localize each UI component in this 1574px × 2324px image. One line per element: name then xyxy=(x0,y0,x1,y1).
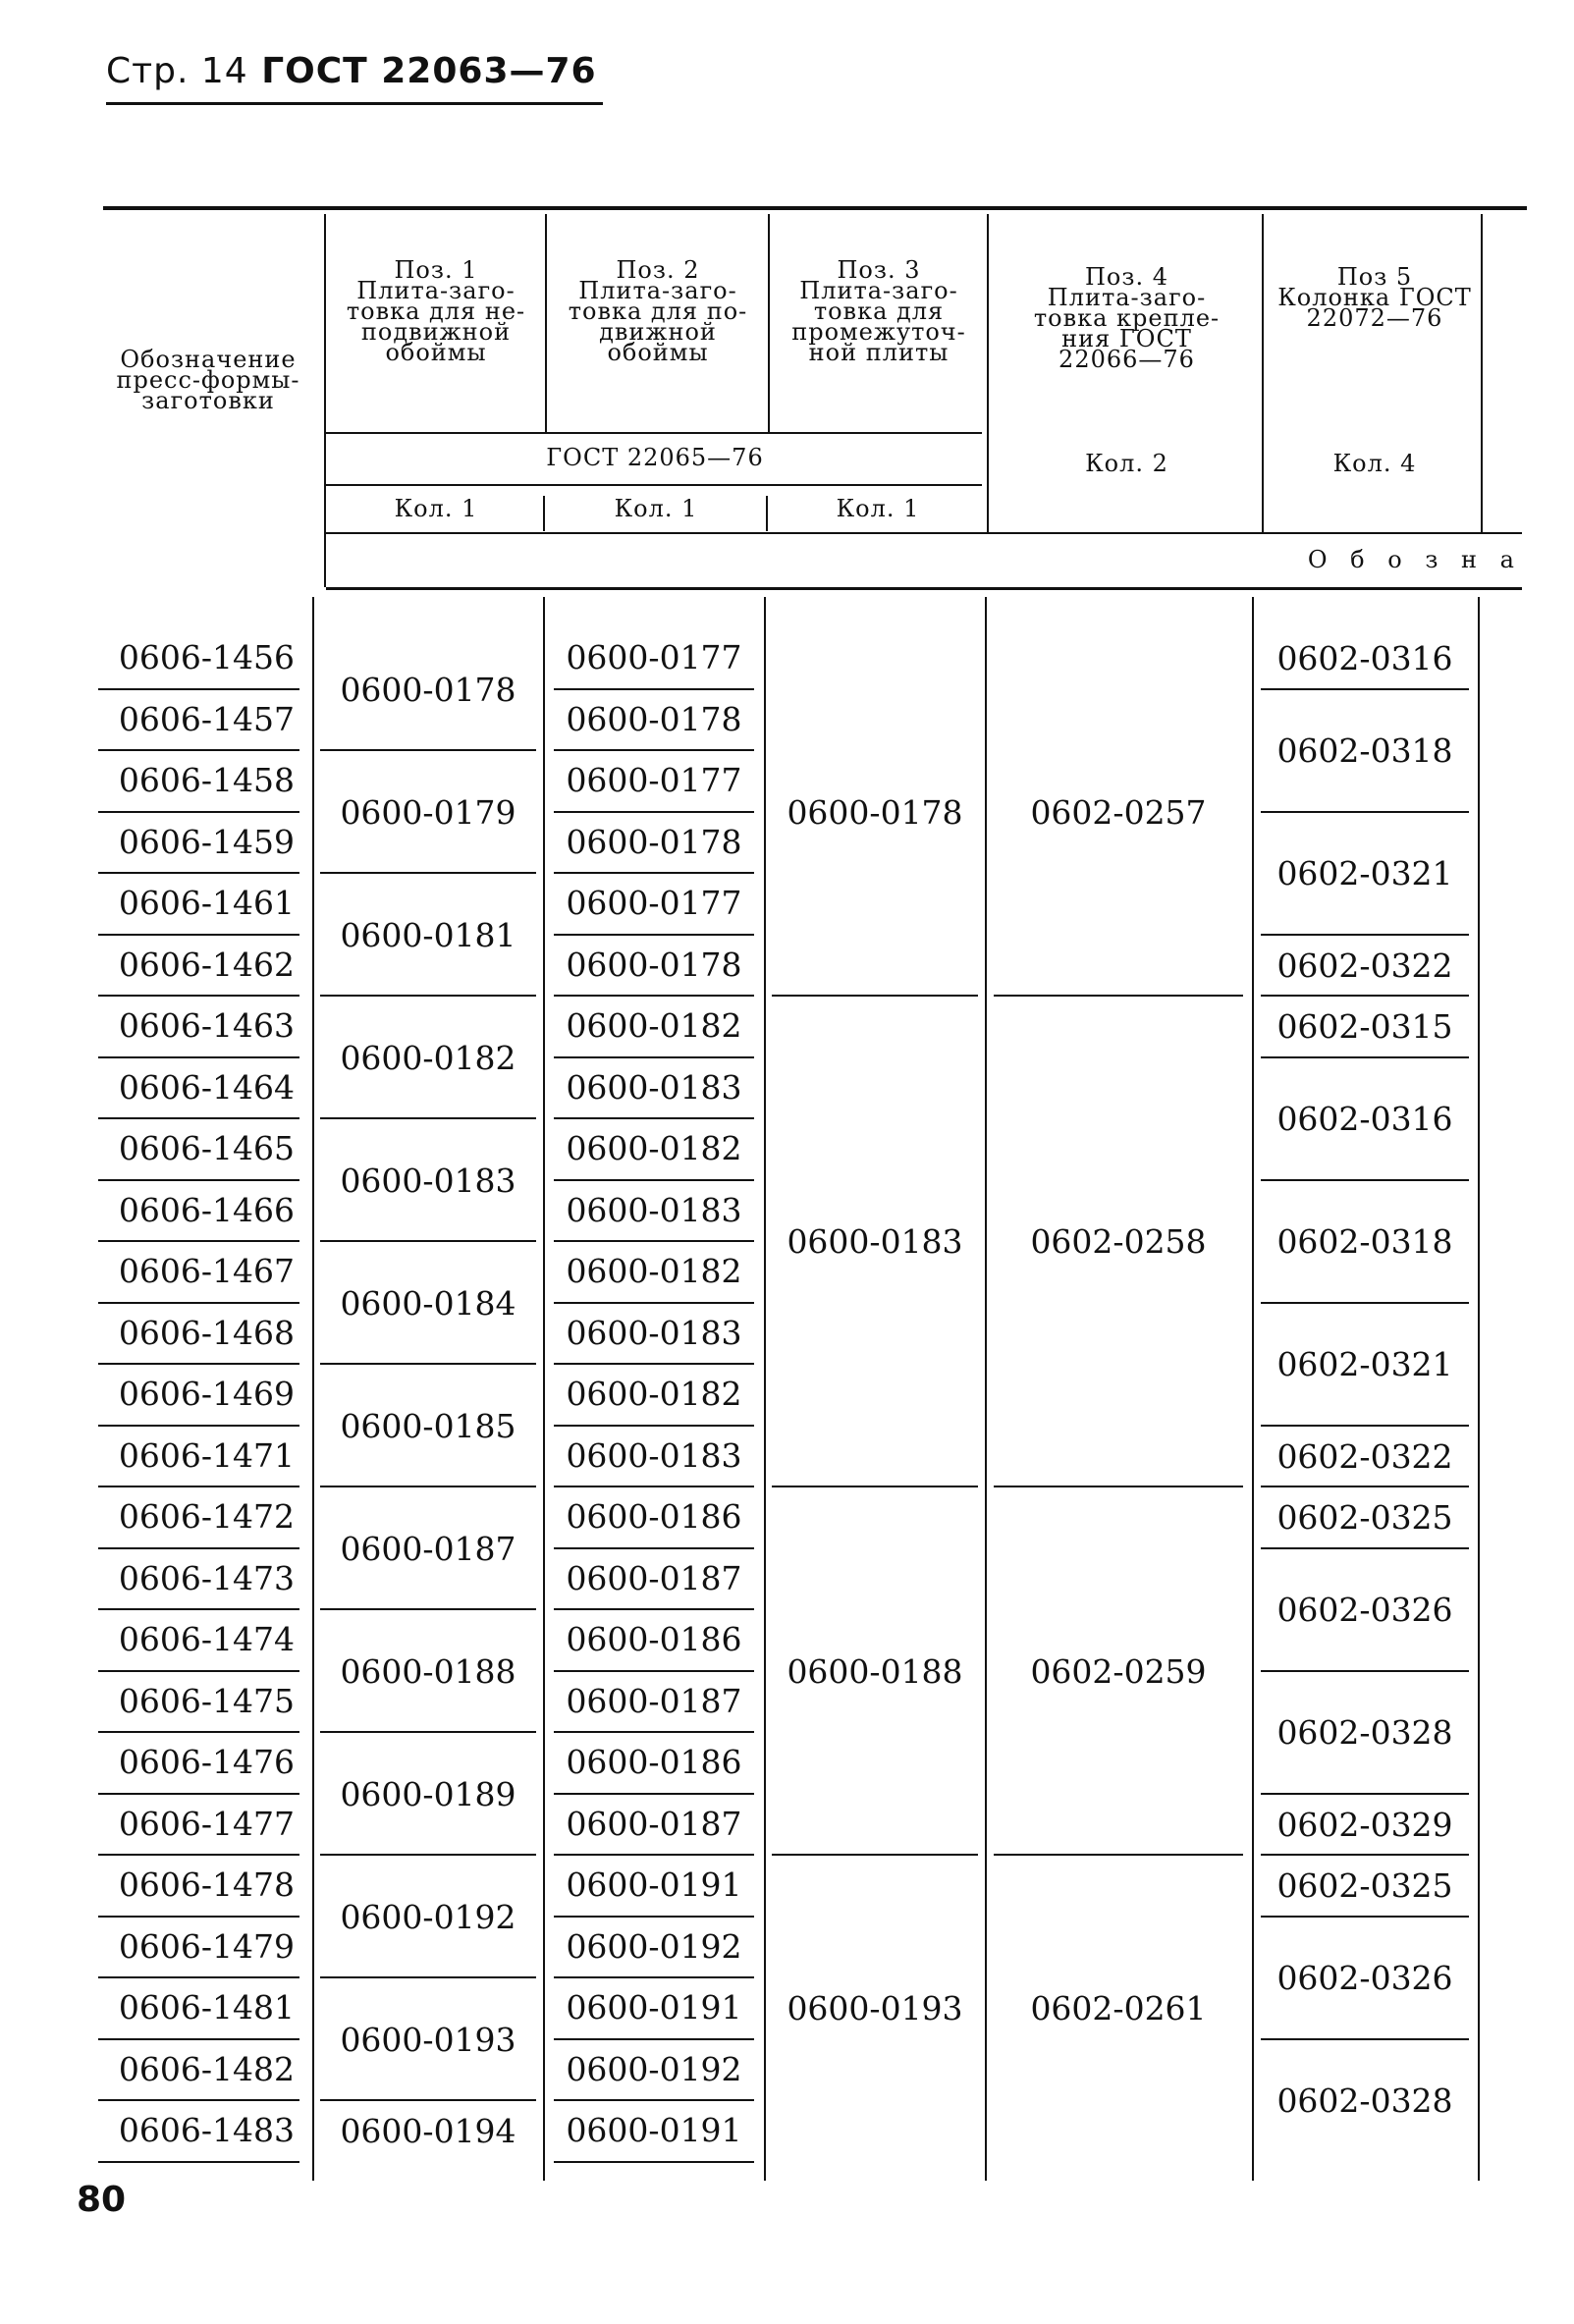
pos1-value: 0600-0181 xyxy=(340,915,516,954)
pos3-value-rule xyxy=(772,1854,978,1856)
body-vrule-2 xyxy=(764,597,766,2181)
pos2-description: Плита-заго-товка для по-движной обоймы xyxy=(568,277,748,366)
pos2-value: 0600-0187 xyxy=(566,1558,742,1597)
pos4-number: Поз. 4 xyxy=(1085,263,1168,291)
pos5-value-rule xyxy=(1261,934,1469,936)
pos2-value: 0600-0182 xyxy=(566,1375,742,1413)
pos2-value: 0600-0191 xyxy=(566,2111,742,2149)
pos2-value: 0600-0191 xyxy=(566,1865,742,1904)
rule-gost-top xyxy=(326,432,982,434)
row-rule-code xyxy=(98,1793,299,1795)
pos1-value-rule xyxy=(320,1854,536,1856)
row-rule-pos2 xyxy=(554,2099,754,2101)
row-rule-code xyxy=(98,1731,299,1733)
pos2-value: 0600-0186 xyxy=(566,1620,742,1658)
row-rule-pos2 xyxy=(554,2161,754,2163)
pos4-header xyxy=(1021,263,1232,373)
designation-code: 0606-1461 xyxy=(118,884,295,922)
pos4-value: 0602-0257 xyxy=(1030,792,1207,832)
vrule-q2 xyxy=(766,496,768,531)
row-rule-code xyxy=(98,2038,299,2040)
pos5-value-rule xyxy=(1261,1179,1469,1181)
body-vrule-3 xyxy=(985,597,987,2181)
pos3-value-rule xyxy=(772,1486,978,1487)
pos1-number: Поз. 1 xyxy=(394,256,478,284)
pos1-header xyxy=(328,256,544,366)
pos5-value: 0602-0321 xyxy=(1276,1345,1453,1383)
row-rule-code xyxy=(98,1547,299,1549)
pos2-value: 0600-0178 xyxy=(566,699,742,738)
row-rule-code xyxy=(98,749,299,751)
rule-qty-bottom xyxy=(326,532,1522,534)
running-head xyxy=(106,51,597,91)
pos2-value: 0600-0183 xyxy=(566,1435,742,1475)
designation-code: 0606-1472 xyxy=(118,1497,295,1536)
designation-code: 0606-1479 xyxy=(118,1926,295,1966)
pos2-value: 0600-0178 xyxy=(566,822,742,861)
pos2-value: 0600-0186 xyxy=(566,1743,742,1781)
pos5-value-rule xyxy=(1261,1854,1469,1856)
pos2-qty: Кол. 1 xyxy=(614,495,698,522)
pos5-number: Поз 5 xyxy=(1336,263,1413,291)
pos5-value: 0602-0315 xyxy=(1276,1007,1453,1047)
designation-code: 0606-1482 xyxy=(118,2049,295,2088)
row-rule-pos2 xyxy=(554,1670,754,1672)
pos2-value: 0600-0177 xyxy=(566,884,742,922)
vrule-h2 xyxy=(768,214,770,432)
designation-code: 0606-1462 xyxy=(118,945,295,984)
pos1-value-rule xyxy=(320,1117,536,1119)
pos5-value-rule xyxy=(1261,1056,1469,1058)
pos1-value: 0600-0189 xyxy=(340,1774,516,1813)
pos2-value: 0600-0182 xyxy=(566,1129,742,1167)
designation-code: 0606-1474 xyxy=(118,1620,295,1658)
pos2-value: 0600-0186 xyxy=(566,1497,742,1536)
body-vrule-1 xyxy=(543,597,545,2181)
pos1-qty: Кол. 1 xyxy=(394,495,478,522)
pos1-value-rule xyxy=(320,995,536,997)
pos5-value-rule xyxy=(1261,811,1469,813)
row-rule-code xyxy=(98,934,299,936)
pos5-value: 0602-0328 xyxy=(1276,2081,1453,2120)
pos2-value: 0600-0191 xyxy=(566,1988,742,2027)
pos1-value-rule xyxy=(320,1608,536,1610)
running-head-rule xyxy=(106,102,603,105)
pos1-value-rule xyxy=(320,1486,536,1487)
row-rule-pos2 xyxy=(554,934,754,936)
designation-code: 0606-1456 xyxy=(118,638,295,676)
designation-code: 0606-1475 xyxy=(118,1681,295,1720)
pos1-value: 0600-0188 xyxy=(340,1651,516,1691)
row-rule-pos2 xyxy=(554,1425,754,1427)
pos5-value: 0602-0329 xyxy=(1276,1805,1453,1844)
pos2-value: 0600-0192 xyxy=(566,2049,742,2088)
pos2-value: 0600-0187 xyxy=(566,1681,742,1720)
pos3-value: 0600-0188 xyxy=(787,1651,963,1691)
pos4-value: 0602-0259 xyxy=(1030,1651,1207,1691)
pos2-value: 0600-0177 xyxy=(566,761,742,799)
table-top-rule xyxy=(103,206,1527,210)
row-rule-pos2 xyxy=(554,811,754,813)
pos5-value-rule xyxy=(1261,1302,1469,1304)
pos1-value-rule xyxy=(320,872,536,874)
pos3-value: 0600-0183 xyxy=(787,1222,963,1261)
designation-code: 0606-1465 xyxy=(118,1129,295,1167)
pos4-value: 0602-0261 xyxy=(1030,1989,1207,2028)
pos4-value-rule xyxy=(994,995,1243,997)
row-rule-code xyxy=(98,1916,299,1918)
designation-code: 0606-1481 xyxy=(118,1988,295,2027)
pos2-value: 0600-0187 xyxy=(566,1804,742,1843)
pos3-number: Поз. 3 xyxy=(837,256,921,284)
pos1-value: 0600-0193 xyxy=(340,2020,516,2059)
row-rule-pos2 xyxy=(554,995,754,997)
pos2-value: 0600-0183 xyxy=(566,1190,742,1229)
pos5-value-rule xyxy=(1261,1916,1469,1918)
pos1-value: 0600-0192 xyxy=(340,1897,516,1936)
row-rule-code xyxy=(98,1363,299,1365)
body-vrule-4 xyxy=(1252,597,1254,2181)
row-rule-code xyxy=(98,1670,299,1672)
row-rule-code xyxy=(98,1608,299,1610)
pos5-value-rule xyxy=(1261,2038,1469,2040)
pos1-value-rule xyxy=(320,749,536,751)
designation-code: 0606-1469 xyxy=(118,1375,295,1413)
pos5-value: 0602-0318 xyxy=(1276,1222,1453,1261)
pos5-value: 0602-0325 xyxy=(1276,1498,1453,1538)
designation-code: 0606-1458 xyxy=(118,761,295,799)
designation-code: 0606-1478 xyxy=(118,1865,295,1904)
row-rule-code xyxy=(98,995,299,997)
page-label: Стр. 14 xyxy=(106,51,248,91)
pos5-value: 0602-0322 xyxy=(1276,1436,1453,1476)
pos5-value: 0602-0326 xyxy=(1276,1591,1453,1629)
pos4-value: 0602-0258 xyxy=(1030,1222,1207,1261)
pos1-value: 0600-0184 xyxy=(340,1283,516,1323)
pos5-value-rule xyxy=(1261,995,1469,997)
pos5-value: 0602-0322 xyxy=(1276,946,1453,985)
row-rule-code xyxy=(98,1486,299,1487)
pos4-value-rule xyxy=(994,1486,1243,1487)
row-rule-pos2 xyxy=(554,1976,754,1978)
pos5-value: 0602-0321 xyxy=(1276,854,1453,892)
pos1-description: Плита-заго-товка для не-подвижной обоймы xyxy=(346,277,526,366)
row-rule-pos2 xyxy=(554,1240,754,1242)
row-rule-pos2 xyxy=(554,1916,754,1918)
designation-span-header: О б о з н а xyxy=(1307,546,1522,573)
row-rule-code xyxy=(98,2099,299,2101)
row-rule-pos2 xyxy=(554,2038,754,2040)
pos1-value-rule xyxy=(320,2099,536,2101)
body-vrule-5 xyxy=(1478,597,1480,2181)
row-rule-pos2 xyxy=(554,1854,754,1856)
pos5-value: 0602-0326 xyxy=(1276,1959,1453,1997)
designation-code: 0606-1459 xyxy=(118,822,295,861)
pos5-value-rule xyxy=(1261,1486,1469,1487)
pos1-value: 0600-0182 xyxy=(340,1038,516,1077)
pos4-description: Плита-заго-товка крепле-ния ГОСТ 22066—76 xyxy=(1033,284,1221,373)
pos1-value: 0600-0179 xyxy=(340,792,516,832)
vrule-h1 xyxy=(545,214,547,432)
pos5-value: 0602-0328 xyxy=(1276,1713,1453,1752)
designation-header: Обозначение пресс-формы-заготовки xyxy=(116,346,300,414)
pos2-value: 0600-0192 xyxy=(566,1926,742,1966)
vrule-h5 xyxy=(1481,214,1483,532)
pos1-value: 0600-0187 xyxy=(340,1529,516,1568)
row-rule-pos2 xyxy=(554,1608,754,1610)
pos2-value: 0600-0178 xyxy=(566,945,742,984)
rule-gost-bottom xyxy=(326,484,982,486)
pos2-value: 0600-0182 xyxy=(566,1006,742,1045)
pos2-value: 0600-0183 xyxy=(566,1067,742,1107)
pos1-value: 0600-0185 xyxy=(340,1406,516,1445)
pos5-value: 0602-0316 xyxy=(1276,1100,1453,1138)
pos1-value-rule xyxy=(320,1976,536,1978)
pos5-value-rule xyxy=(1261,1547,1469,1549)
vrule-h0 xyxy=(324,214,326,587)
row-rule-pos2 xyxy=(554,1179,754,1181)
designation-code: 0606-1464 xyxy=(118,1067,295,1107)
pos5-value: 0602-0325 xyxy=(1276,1866,1453,1906)
pos1-value-rule xyxy=(320,1731,536,1733)
body-vrule-0 xyxy=(312,597,314,2181)
pos2-header xyxy=(550,256,766,366)
row-rule-code xyxy=(98,1302,299,1304)
row-rule-pos2 xyxy=(554,1486,754,1487)
row-rule-code xyxy=(98,1854,299,1856)
pos2-value: 0600-0177 xyxy=(566,638,742,676)
pos3-qty: Кол. 1 xyxy=(836,495,920,522)
designation-code: 0606-1483 xyxy=(118,2111,295,2149)
pos5-value-rule xyxy=(1261,1793,1469,1795)
pos5-value-rule xyxy=(1261,688,1469,690)
designation-code: 0606-1476 xyxy=(118,1743,295,1781)
pos4-value-rule xyxy=(994,1854,1243,1856)
row-rule-code xyxy=(98,1240,299,1242)
pos1-value-rule xyxy=(320,1240,536,1242)
pos1-value: 0600-0194 xyxy=(340,2112,516,2151)
vrule-h4 xyxy=(1262,214,1264,532)
row-rule-code xyxy=(98,1056,299,1058)
pos5-value-rule xyxy=(1261,1670,1469,1672)
designation-code: 0606-1463 xyxy=(118,1006,295,1045)
row-rule-pos2 xyxy=(554,1547,754,1549)
row-rule-code xyxy=(98,1179,299,1181)
row-rule-code xyxy=(98,811,299,813)
row-rule-code xyxy=(98,1976,299,1978)
pos3-value: 0600-0178 xyxy=(787,792,963,832)
vrule-h3 xyxy=(987,214,989,532)
row-rule-code xyxy=(98,1425,299,1427)
row-rule-pos2 xyxy=(554,1302,754,1304)
row-rule-code xyxy=(98,1117,299,1119)
row-rule-pos2 xyxy=(554,749,754,751)
pos1-value-rule xyxy=(320,1363,536,1365)
pos2-value: 0600-0182 xyxy=(566,1252,742,1290)
designation-code: 0606-1471 xyxy=(118,1435,295,1475)
row-rule-pos2 xyxy=(554,688,754,690)
pos2-value: 0600-0183 xyxy=(566,1313,742,1352)
row-rule-pos2 xyxy=(554,1731,754,1733)
pos5-value: 0602-0316 xyxy=(1276,639,1453,678)
designation-code: 0606-1473 xyxy=(118,1558,295,1597)
designation-code: 0606-1457 xyxy=(118,699,295,738)
designation-code: 0606-1468 xyxy=(118,1313,295,1352)
pos5-qty: Кол. 4 xyxy=(1332,450,1417,477)
row-rule-pos2 xyxy=(554,1363,754,1365)
designation-code: 0606-1467 xyxy=(118,1252,295,1290)
pos1-value: 0600-0178 xyxy=(340,670,516,709)
rule-header-bottom xyxy=(326,587,1522,590)
row-rule-code xyxy=(98,688,299,690)
row-rule-code xyxy=(98,872,299,874)
pos5-header xyxy=(1276,263,1473,332)
row-rule-pos2 xyxy=(554,1056,754,1058)
row-rule-pos2 xyxy=(554,1793,754,1795)
row-rule-pos2 xyxy=(554,1117,754,1119)
designation-code: 0606-1466 xyxy=(118,1190,295,1229)
pos5-value-rule xyxy=(1261,1425,1469,1427)
designation-code: 0606-1477 xyxy=(118,1804,295,1843)
pos1-value: 0600-0183 xyxy=(340,1161,516,1200)
pos3-value: 0600-0193 xyxy=(787,1989,963,2028)
standard-number: ГОСТ 22063—76 xyxy=(261,51,597,91)
page-number: 80 xyxy=(77,2180,127,2220)
pos3-header xyxy=(773,256,985,366)
row-rule-code xyxy=(98,2161,299,2163)
pos5-value: 0602-0318 xyxy=(1276,731,1453,770)
pos2-number: Поз. 2 xyxy=(616,256,700,284)
pos3-value-rule xyxy=(772,995,978,997)
gost-shared-header: ГОСТ 22065—76 xyxy=(546,444,764,471)
pos5-description: Колонка ГОСТ 22072—76 xyxy=(1277,284,1472,332)
pos3-description: Плита-заго-товка для промежуточ-ной плиты xyxy=(791,277,966,366)
pos4-qty: Кол. 2 xyxy=(1085,450,1168,477)
row-rule-pos2 xyxy=(554,872,754,874)
